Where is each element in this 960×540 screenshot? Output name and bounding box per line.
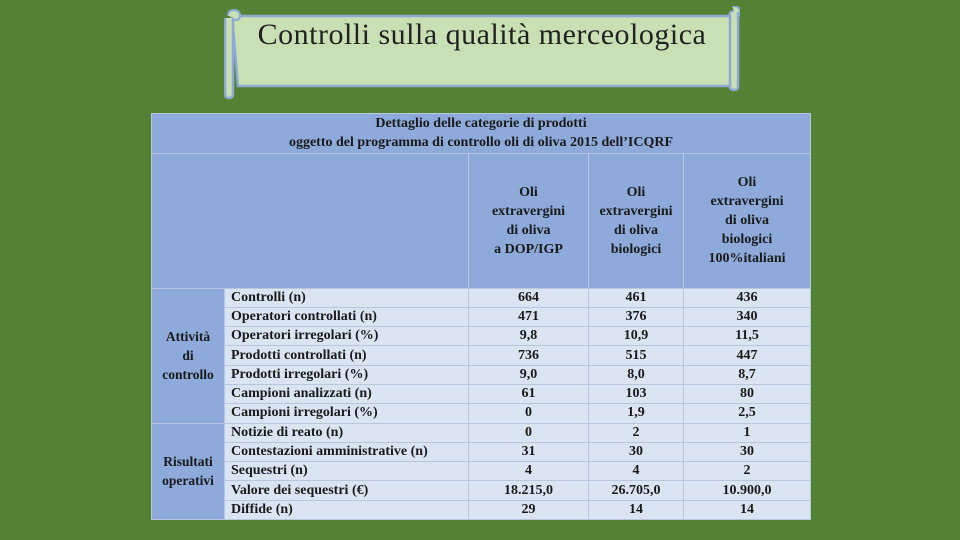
table-cell: 11,5 — [684, 327, 811, 346]
table-cell: 736 — [469, 346, 589, 365]
column-header-line: biologici — [721, 232, 773, 248]
table-row — [152, 346, 811, 365]
column-header-row — [152, 153, 811, 288]
row-label: Prodotti irregolari (%) — [225, 365, 469, 384]
table-cell: 4 — [589, 462, 684, 481]
title-banner — [224, 6, 740, 90]
table-cell: 471 — [469, 307, 589, 326]
table-title-row — [152, 114, 811, 154]
row-group-label-line: di — [182, 348, 194, 364]
column-header-line: extravergini — [710, 194, 784, 210]
row-group-label — [152, 423, 225, 519]
table-cell: 9,0 — [469, 365, 589, 384]
column-header-biologici-100-italiani — [684, 153, 811, 288]
header-blank-cell — [152, 153, 469, 288]
row-group-label-line: Risultati — [163, 454, 213, 470]
row-group-label-line: operativi — [162, 473, 214, 489]
row-label: Campioni irregolari (%) — [225, 404, 469, 423]
table-cell: 0 — [469, 404, 589, 423]
table-row — [152, 384, 811, 403]
table-title-line-1: Dettaglio delle categorie di prodotti — [375, 116, 587, 132]
table-title — [152, 114, 811, 154]
table-row — [152, 423, 811, 442]
data-table — [151, 113, 811, 520]
olive-oil-controls-table — [151, 113, 810, 520]
table-cell: 376 — [589, 307, 684, 326]
column-header-line: Oli — [519, 184, 538, 200]
table-cell: 31 — [469, 442, 589, 461]
table-cell: 8,7 — [684, 365, 811, 384]
table-cell: 436 — [684, 288, 811, 307]
table-row — [152, 288, 811, 307]
row-label: Notizie di reato (n) — [225, 423, 469, 442]
table-cell: 664 — [469, 288, 589, 307]
row-label: Contestazioni amministrative (n) — [225, 442, 469, 461]
column-header-line: di oliva — [725, 213, 769, 229]
table-cell: 26.705,0 — [589, 481, 684, 500]
column-header-line: Oli — [626, 184, 646, 200]
row-label: Campioni analizzati (n) — [225, 384, 469, 403]
slide-title: Controlli sulla qualità merceologica — [257, 18, 707, 51]
table-row — [152, 307, 811, 326]
column-header-line: extravergini — [491, 203, 566, 219]
table-cell: 103 — [589, 384, 684, 403]
table-cell: 10.900,0 — [684, 481, 811, 500]
column-header-line: a DOP/IGP — [494, 241, 563, 257]
table-row — [152, 481, 811, 500]
row-label: Valore dei sequestri (€) — [225, 481, 469, 500]
table-cell: 447 — [684, 346, 811, 365]
table-cell: 0 — [469, 423, 589, 442]
table-row — [152, 327, 811, 346]
table-row — [152, 500, 811, 519]
table-cell: 515 — [589, 346, 684, 365]
table-cell: 1 — [684, 423, 811, 442]
column-header-line: biologici — [610, 241, 662, 257]
row-label: Operatori controllati (n) — [225, 307, 469, 326]
column-header-dop-igp — [469, 153, 589, 288]
table-cell: 61 — [469, 384, 589, 403]
table-cell: 1,9 — [589, 404, 684, 423]
column-header-line: di oliva — [614, 222, 658, 238]
table-cell: 9,8 — [469, 327, 589, 346]
row-label: Diffide (n) — [225, 500, 469, 519]
table-cell: 461 — [589, 288, 684, 307]
table-cell: 2 — [684, 462, 811, 481]
table-cell: 10,9 — [589, 327, 684, 346]
row-group-label — [152, 288, 225, 423]
table-cell: 4 — [469, 462, 589, 481]
table-cell: 80 — [684, 384, 811, 403]
row-label: Prodotti controllati (n) — [225, 346, 469, 365]
table-row — [152, 442, 811, 461]
table-title-line-2: oggetto del programma di controllo oli di oliva 2015 dell’ICQRF — [288, 135, 674, 151]
column-header-line: di oliva — [506, 222, 551, 238]
table-cell: 340 — [684, 307, 811, 326]
row-label: Operatori irregolari (%) — [225, 327, 469, 346]
table-row — [152, 462, 811, 481]
table-row — [152, 365, 811, 384]
column-header-biologici — [589, 153, 684, 288]
column-header-line: 100%italiani — [708, 251, 786, 267]
column-header-line: extravergini — [599, 203, 673, 219]
table-cell: 2 — [589, 423, 684, 442]
row-group-label-line: controllo — [162, 367, 214, 383]
table-cell: 2,5 — [684, 404, 811, 423]
table-cell: 18.215,0 — [469, 481, 589, 500]
table-row — [152, 404, 811, 423]
table-cell: 30 — [684, 442, 811, 461]
table-cell: 14 — [589, 500, 684, 519]
column-header-line: Oli — [737, 175, 757, 191]
row-label: Sequestri (n) — [225, 462, 469, 481]
table-cell: 8,0 — [589, 365, 684, 384]
table-cell: 30 — [589, 442, 684, 461]
table-cell: 14 — [684, 500, 811, 519]
row-label: Controlli (n) — [225, 288, 469, 307]
row-group-label-line: Attività — [165, 329, 211, 345]
table-cell: 29 — [469, 500, 589, 519]
